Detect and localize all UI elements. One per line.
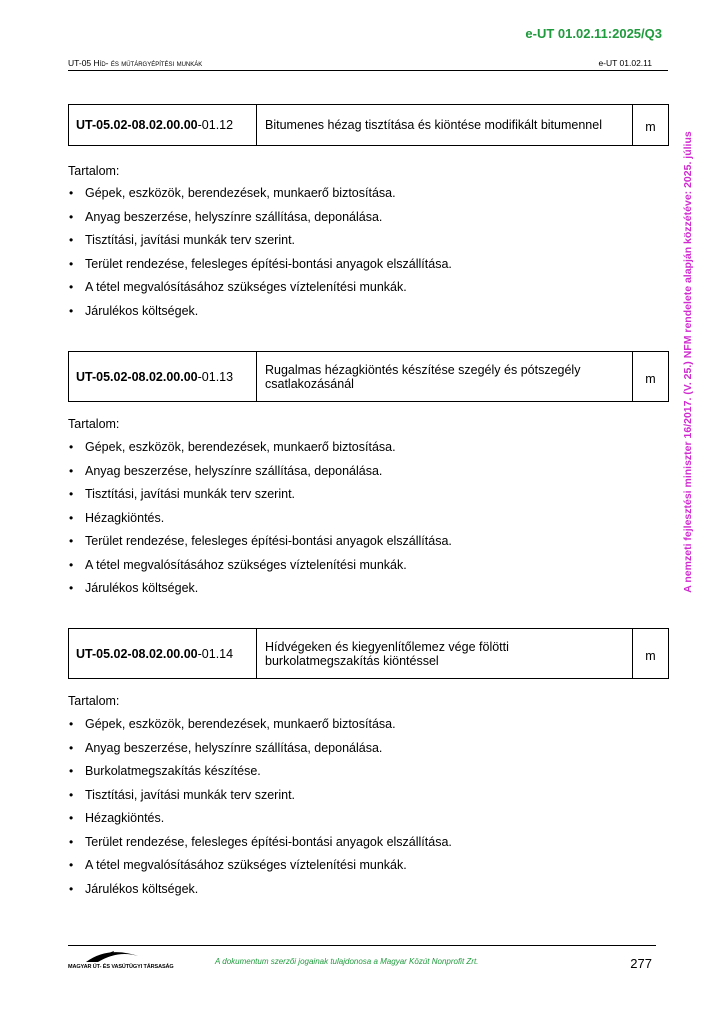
- header-smallcaps: íd- és műtárgyépítési munkák: [99, 58, 203, 68]
- content-label: Tartalom:: [68, 417, 120, 431]
- item-title: Bitumenes hézag tisztítása és kiöntése modifikált bitumennel: [257, 105, 633, 146]
- list-item: • Terület rendezése, felesleges építési-bontási anyagok elszállítása.: [68, 534, 452, 558]
- list-item: • Járulékos költségek.: [68, 581, 452, 605]
- item-code-main: UT-05.02-08.02.00.00: [76, 646, 198, 661]
- list-item: • Hézagkiöntés.: [68, 811, 452, 835]
- logo-swoosh-icon: [68, 948, 168, 964]
- copyright-note: A dokumentum szerzői jogainak tulajdonosa a Magyar Közút Nonprofit Zrt.: [215, 957, 479, 966]
- list-item: • A tétel megvalósításához szükséges víztelenítési munkák.: [68, 280, 452, 304]
- item-table-1: [68, 104, 669, 146]
- item-code-suffix: -01.13: [197, 369, 234, 384]
- item-code: [69, 105, 257, 146]
- document-code: e-UT 01.02.11:2025/Q3: [525, 26, 662, 41]
- list-item: • Gépek, eszközök, berendezések, munkaerő biztosítása.: [68, 186, 452, 210]
- list-item: • Burkolatmegszakítás készítése.: [68, 764, 452, 788]
- item-unit: m: [633, 105, 669, 146]
- list-item: • Anyag beszerzése, helyszínre szállítása, deponálása.: [68, 741, 452, 765]
- list-item: • Gépek, eszközök, berendezések, munkaerő biztosítása.: [68, 440, 452, 464]
- content-label: Tartalom:: [68, 694, 120, 708]
- running-header-code: e-UT 01.02.11: [598, 58, 652, 68]
- list-item: • Hézagkiöntés.: [68, 511, 452, 535]
- side-publication-note: A nemzeti fejlesztési miniszter 16/2017. (V. 25.) NFM rendelete alapján közzétéve: 2025. július: [682, 131, 694, 593]
- list-item: • Tisztítási, javítási munkák terv szerint.: [68, 788, 452, 812]
- footer-divider: [68, 945, 656, 946]
- content-list-1: [68, 186, 452, 327]
- list-item: • Járulékos költségek.: [68, 304, 452, 328]
- item-table-3: [68, 628, 669, 679]
- list-item: • Tisztítási, javítási munkák terv szerint.: [68, 487, 452, 511]
- item-table-2: [68, 351, 669, 402]
- list-item: • Gépek, eszközök, berendezések, munkaerő biztosítása.: [68, 717, 452, 741]
- list-item: • Tisztítási, javítási munkák terv szerint.: [68, 233, 452, 257]
- content-list-3: [68, 717, 452, 905]
- list-item: • Járulékos költségek.: [68, 882, 452, 906]
- item-code-main: UT-05.02-08.02.00.00: [76, 118, 198, 132]
- list-item: • A tétel megvalósításához szükséges víztelenítési munkák.: [68, 858, 452, 882]
- header-divider: [68, 70, 668, 71]
- item-unit: m: [633, 629, 669, 679]
- item-code-main: UT-05.02-08.02.00.00: [76, 369, 198, 384]
- list-item: • Anyag beszerzése, helyszínre szállítása, deponálása.: [68, 464, 452, 488]
- header-prefix: UT-05 H: [68, 58, 100, 68]
- content-label: Tartalom:: [68, 164, 120, 178]
- item-code: [69, 352, 257, 402]
- list-item: • A tétel megvalósításához szükséges víztelenítési munkák.: [68, 558, 452, 582]
- list-item: • Anyag beszerzése, helyszínre szállítása, deponálása.: [68, 210, 452, 234]
- item-unit: m: [633, 352, 669, 402]
- item-code-suffix: -01.12: [197, 118, 234, 132]
- page-number: 277: [630, 956, 652, 971]
- item-title: Hídvégeken és kiegyenlítőlemez vége fölötti burkolatmegszakítás kiöntéssel: [257, 629, 633, 679]
- list-item: • Terület rendezése, felesleges építési-bontási anyagok elszállítása.: [68, 835, 452, 859]
- item-code-suffix: -01.14: [197, 646, 234, 661]
- society-logo: [68, 948, 174, 970]
- logo-text: MAGYAR ÚT- ÉS VASÚTÜGYI TÁRSASÁG: [68, 964, 174, 970]
- item-code: [69, 629, 257, 679]
- list-item: • Terület rendezése, felesleges építési-bontási anyagok elszállítása.: [68, 257, 452, 281]
- content-list-2: [68, 440, 452, 605]
- item-title: Rugalmas hézagkiöntés készítése szegély és pótszegély csatlakozásánál: [257, 352, 633, 402]
- running-header-title: [68, 58, 202, 68]
